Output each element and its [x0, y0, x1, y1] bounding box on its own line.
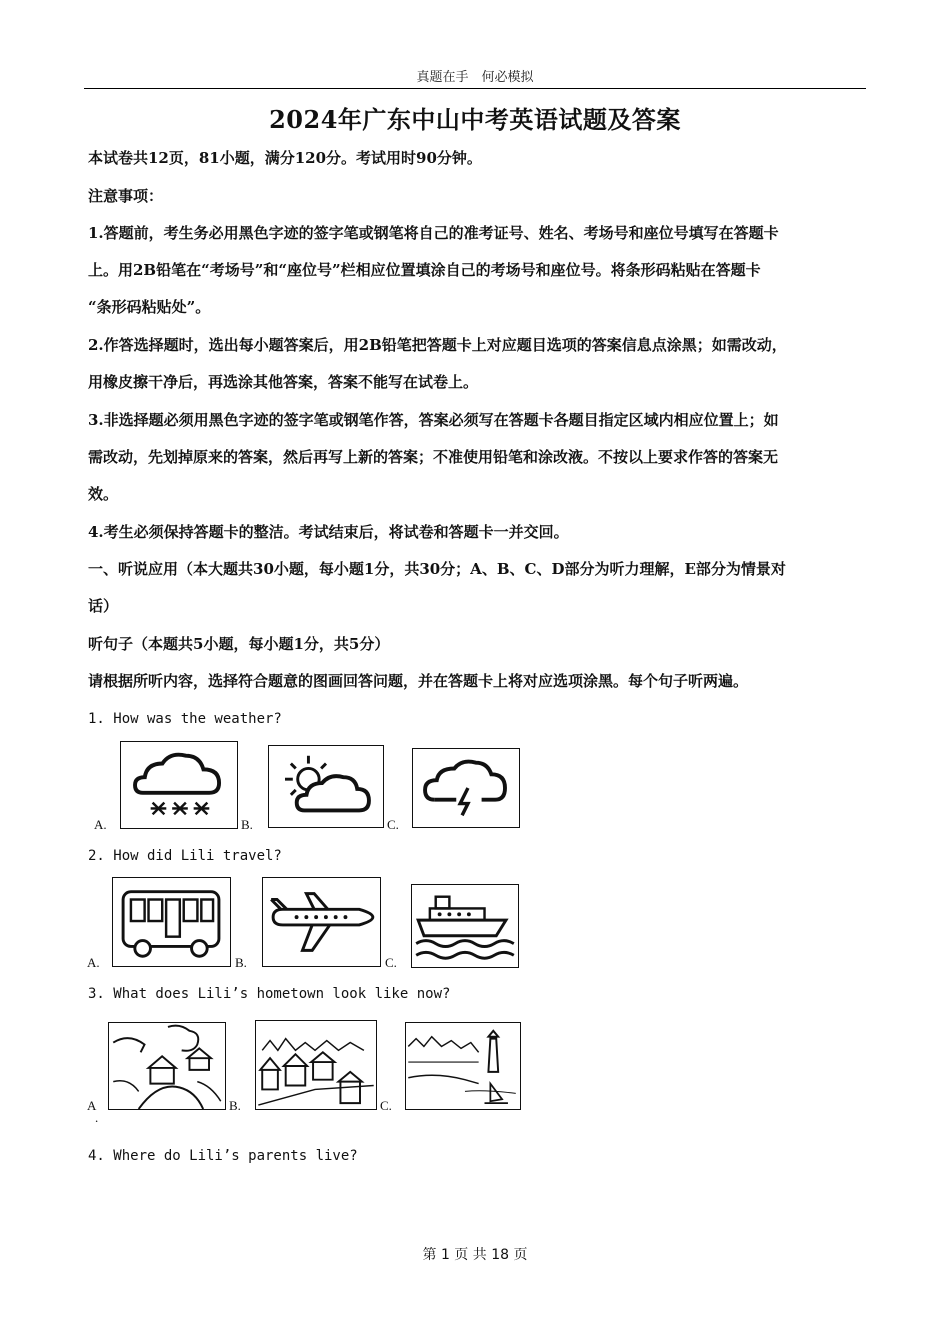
header-divider: [84, 88, 866, 89]
note-4: 4.考生必须保持答题卡的整洁。考试结束后，将试卷和答题卡一并交回。: [88, 523, 569, 541]
notice-title: 注意事项：: [88, 187, 164, 205]
town-sketch-icon: [256, 1021, 376, 1109]
part-instruction: 请根据所听内容，选择符合题意的图画回答问题，并在答题卡上将对应选项涂黑。每个句子听两遍。: [88, 672, 749, 690]
airplane-icon: [263, 878, 380, 966]
note-2-line-1: 2.作答选择题时，选出每小题答案后，用2B铅笔把答题卡上对应题目选项的答案信息点涂黑；如需改动，: [88, 336, 787, 354]
q3-option-b-label: B.: [229, 1098, 241, 1113]
question-2: 2. How did Lili travel?: [88, 848, 282, 864]
q3-option-c-label: C.: [380, 1098, 392, 1113]
q1-thunder-image: [412, 748, 520, 828]
q2-bus-image: [112, 877, 231, 967]
question-1: 1. How was the weather?: [88, 711, 282, 727]
q3-village-image: [108, 1022, 226, 1110]
part-title: 听句子（本题共5小题，每小题1分，共5分）: [88, 635, 390, 653]
question-3: 3. What does Lili’s hometown look like now?: [88, 986, 451, 1002]
note-2-line-2: 用橡皮擦干净后，再选涂其他答案，答案不能写在试卷上。: [88, 373, 479, 391]
q2-ship-image: [411, 884, 519, 968]
q2-option-c-label: C.: [385, 955, 397, 970]
snow-cloud-icon: [121, 742, 237, 828]
page-title: 2024年广东中山中考英语试题及答案: [269, 105, 681, 134]
note-1-line-3: “条形码粘贴处”。: [88, 298, 211, 316]
page-header: 真题在手 何必模拟: [416, 70, 534, 85]
q3-option-a-label: A: [87, 1098, 97, 1113]
section-heading-line-2: 话）: [88, 597, 119, 615]
exam-intro: 本试卷共12页，81小题，满分120分。考试用时90分钟。: [88, 149, 482, 167]
note-3-line-2: 需改动，先划掉原来的答案，然后再写上新的答案；不准使用铅笔和涂改液。不按以上要求作答的答案无: [88, 448, 779, 466]
note-1-line-1: 1.答题前，考生务必用黑色字迹的签字笔或钢笔将自己的准考证号、姓名、考场号和座位号填写在答题卡: [88, 224, 779, 242]
page-footer: 第 1 页 共 18 页: [422, 1247, 528, 1263]
sun-cloud-icon: [269, 746, 383, 827]
q3-town-image: [255, 1020, 377, 1110]
q1-snow-image: [120, 741, 238, 829]
thunder-cloud-icon: [413, 749, 519, 827]
question-4: 4. Where do Lili’s parents live?: [88, 1148, 358, 1164]
q1-option-c-label: C.: [387, 817, 399, 832]
q3-coast-image: [405, 1022, 521, 1110]
note-3-line-1: 3.非选择题必须用黑色字迹的签字笔或钢笔作答，答案必须写在答题卡各题目指定区域内相应位置上；如: [88, 411, 779, 429]
q2-option-a-label: A.: [87, 955, 100, 970]
bus-icon: [113, 878, 230, 966]
q1-option-b-label: B.: [241, 817, 253, 832]
village-sketch-icon: [109, 1023, 225, 1109]
note-3-line-3: 效。: [88, 485, 119, 503]
q2-plane-image: [262, 877, 381, 967]
q2-option-b-label: B.: [235, 955, 247, 970]
ship-icon: [412, 885, 518, 967]
q1-cloudy-image: [268, 745, 384, 828]
q3-option-a-dot: .: [95, 1110, 99, 1125]
coastal-town-icon: [406, 1023, 520, 1109]
note-1-line-2: 上。用2B铅笔在“考场号”和“座位号”栏相应位置填涂自己的考场号和座位号。将条形码粘贴在答题卡: [88, 261, 761, 279]
section-heading-line-1: 一、听说应用（本大题共30小题，每小题1分，共30分；A、B、C、D部分为听力理解，E部分为情景对: [88, 560, 786, 578]
q1-option-a-label: A.: [94, 817, 107, 832]
